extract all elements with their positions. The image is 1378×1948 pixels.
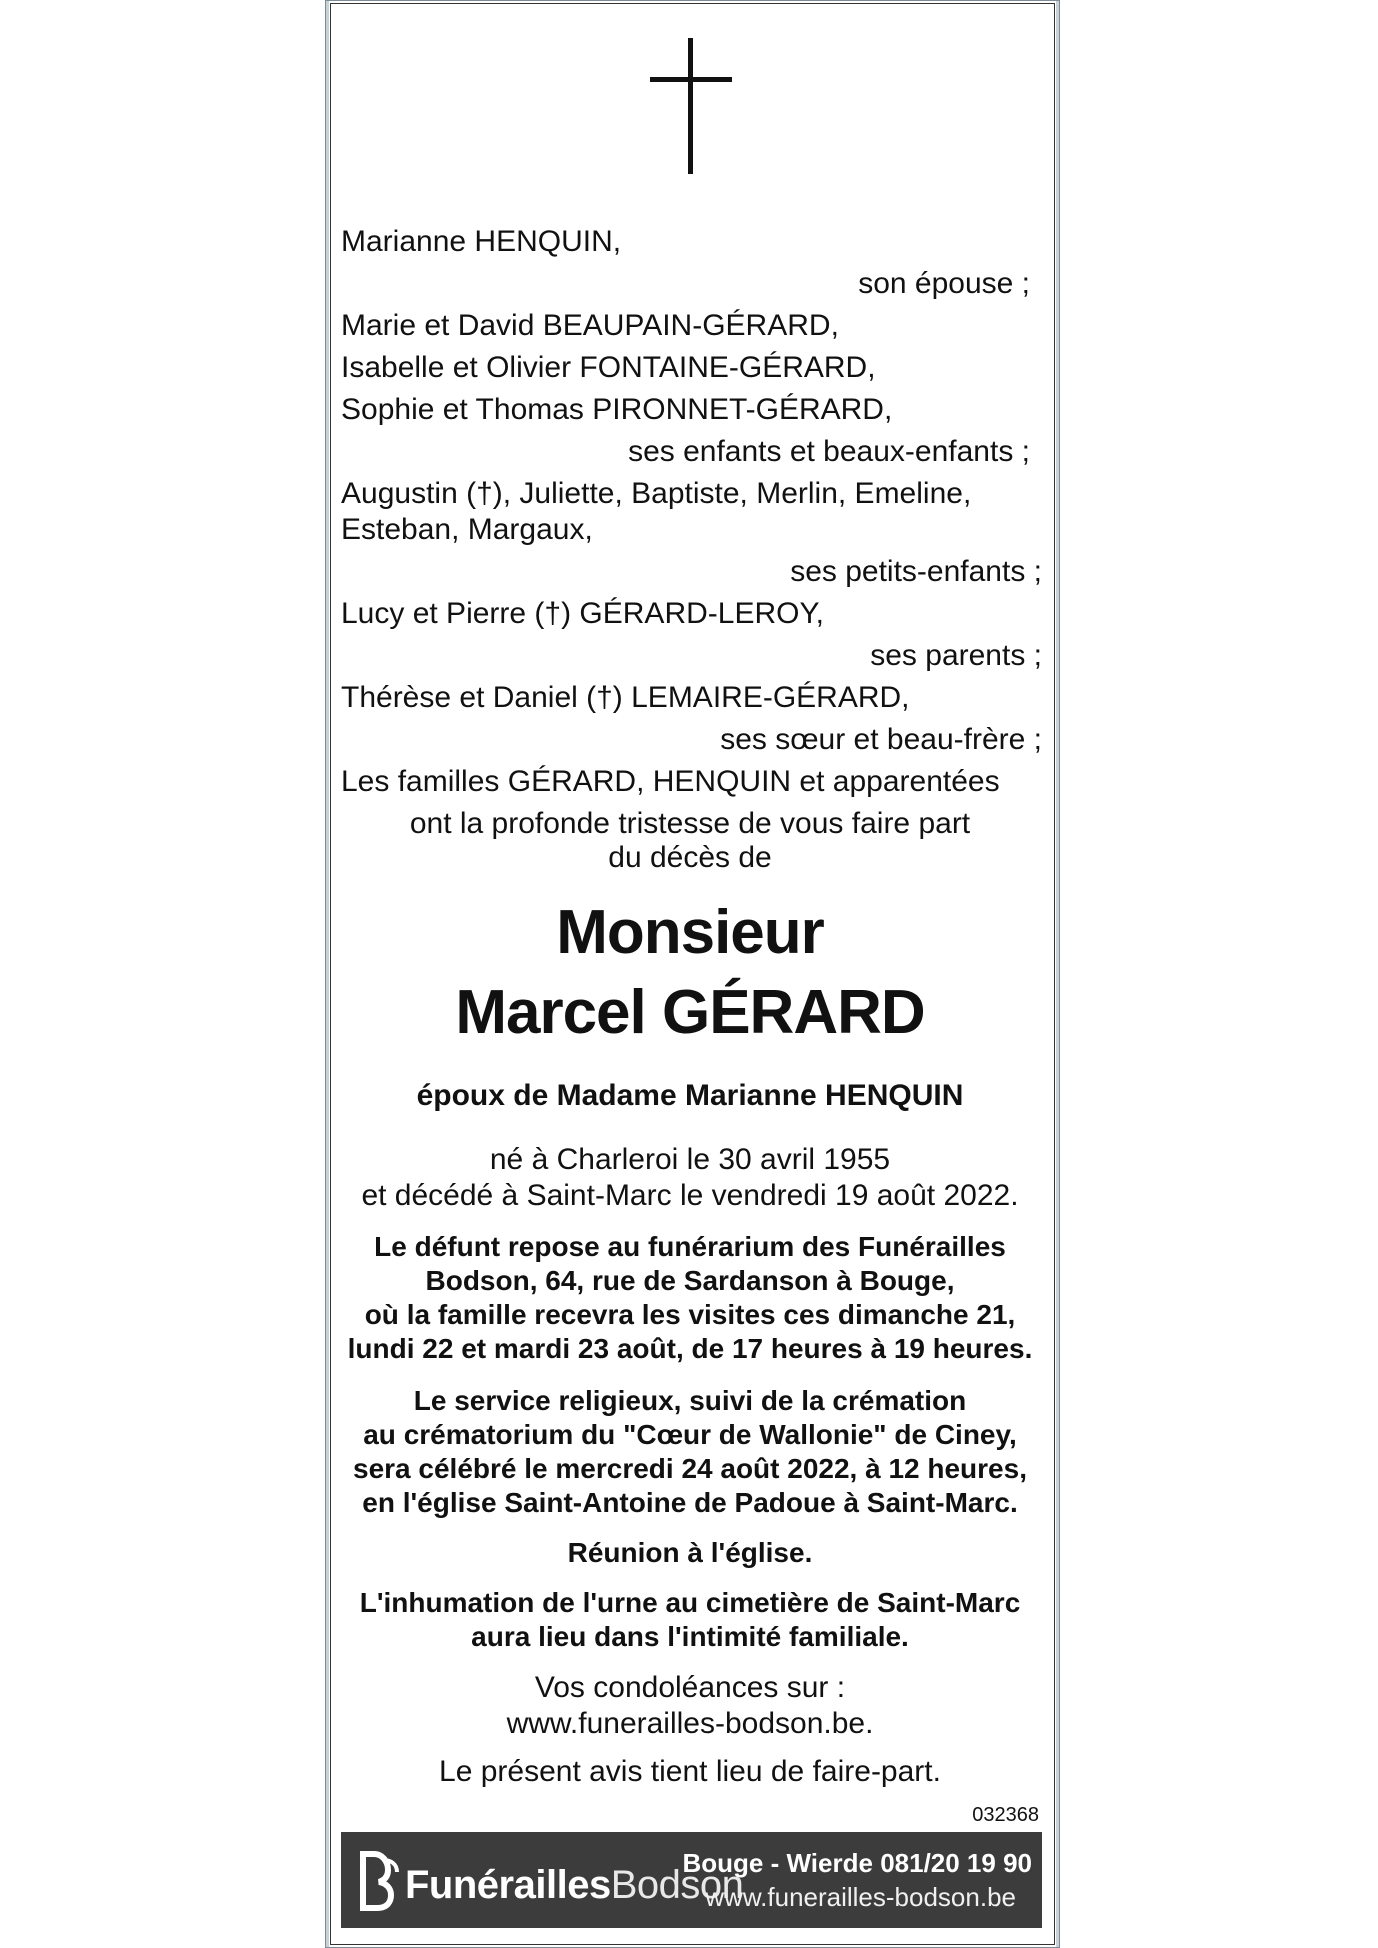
child-line: Sophie et Thomas PIRONNET-GÉRARD,	[341, 393, 893, 426]
child-line: Isabelle et Olivier FONTAINE-GÉRARD,	[341, 351, 876, 384]
child-line: Marie et David BEAUPAIN-GÉRARD,	[341, 309, 839, 342]
spouse-role: son épouse ;	[858, 267, 1030, 300]
service-line: en l'église Saint-Antoine de Padoue à Saint-Marc.	[362, 1487, 1018, 1518]
grandchildren-line: Esteban, Margaux,	[341, 513, 593, 546]
bodson-logo-icon	[357, 1850, 401, 1912]
logo-part-2: Bodson	[610, 1863, 744, 1907]
service-line: sera célébré le mercredi 24 août 2022, à 12 heures,	[353, 1453, 1027, 1484]
contact-line	[683, 1848, 1033, 1878]
funeral-home-banner	[341, 1832, 1042, 1928]
inhumation-line: aura lieu dans l'intimité familiale.	[471, 1621, 909, 1652]
spouse-of: époux de Madame Marianne HENQUIN	[416, 1079, 964, 1112]
footer-website: www.funerailles-bodson.be	[705, 1882, 1016, 1912]
announcement-line: du décès de	[608, 841, 772, 874]
cross-icon-bar	[650, 77, 732, 82]
siblings-role: ses sœur et beau-frère ;	[720, 723, 1042, 756]
logo-part-1: Funérailles	[405, 1863, 611, 1907]
deceased-name: Marcel GÉRARD	[455, 978, 925, 1047]
funerarium-line: Bodson, 64, rue de Sardanson à Bouge,	[425, 1265, 955, 1296]
announcement-line: ont la profonde tristesse de vous faire part	[409, 807, 971, 840]
location: Bouge - Wierde	[682, 1848, 873, 1878]
inhumation-line: L'inhumation de l'urne au cimetière de Saint-Marc	[359, 1587, 1021, 1618]
grandchildren-line: Augustin (†), Juliette, Baptiste, Merlin, Emeline,	[341, 477, 972, 510]
cross-icon	[688, 38, 693, 174]
death-info: et décédé à Saint-Marc le vendredi 19 août 2022.	[361, 1179, 1019, 1212]
siblings-line: Thérèse et Daniel (†) LEMAIRE-GÉRARD,	[341, 681, 910, 714]
reunion-line: Réunion à l'église.	[567, 1537, 813, 1568]
reference-number: 032368	[972, 1804, 1039, 1826]
parents-line: Lucy et Pierre (†) GÉRARD-LEROY,	[341, 597, 824, 630]
families-line: Les familles GÉRARD, HENQUIN et apparentées	[341, 765, 1000, 798]
spouse-name: Marianne HENQUIN,	[341, 225, 622, 258]
phone: 081/20 19 90	[880, 1848, 1032, 1878]
condolences-line: Vos condoléances sur :	[534, 1671, 846, 1704]
children-role: ses enfants et beaux-enfants ;	[628, 435, 1030, 468]
funerarium-line: Le défunt repose au funérarium des Funérailles	[374, 1231, 1006, 1262]
deceased-title: Monsieur	[556, 898, 824, 967]
condolences-website: www.funerailles-bodson.be.	[506, 1707, 874, 1740]
service-line: Le service religieux, suivi de la crémation	[413, 1385, 967, 1416]
grandchildren-role: ses petits-enfants ;	[790, 555, 1042, 588]
service-line: au crématorium du "Cœur de Wallonie" de Ciney,	[363, 1419, 1017, 1450]
notice-line: Le présent avis tient lieu de faire-part.	[439, 1755, 941, 1788]
funerarium-line: lundi 22 et mardi 23 août, de 17 heures à 19 heures.	[347, 1333, 1033, 1364]
birth-info: né à Charleroi le 30 avril 1955	[489, 1143, 891, 1176]
funerarium-line: où la famille recevra les visites ces dimanche 21,	[364, 1299, 1016, 1330]
parents-role: ses parents ;	[870, 639, 1042, 672]
